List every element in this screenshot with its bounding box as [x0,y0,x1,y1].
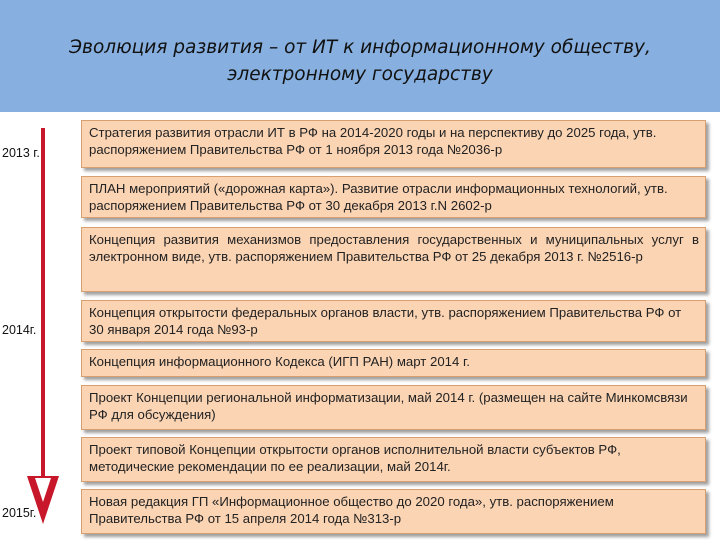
year-label-2013: 2013 г. [2,146,40,160]
timeline-line [41,128,45,480]
year-label-2015: 2015г. [2,506,37,520]
page-title [40,34,680,88]
timeline-card: Проект типовой Концепции открытости органов исполнительной власти субъектов РФ, методические рекомендации по ее реализации, май 2014г. [81,437,706,482]
timeline-card: Новая редакция ГП «Информационное общество до 2020 года», утв. распоряжением Правительства РФ от 15 апреля 2014 года №313-р [81,489,706,534]
page-title-line-2: электронному государству [227,64,493,85]
timeline-arrow-notch [35,478,51,502]
timeline-card: Проект Концепции региональной информатизации, май 2014 г. (размещен на сайте Минкомсвязи РФ для обсуждения) [81,385,706,430]
year-label-2014: 2014г. [2,323,37,337]
timeline-card: Концепция развития механизмов предоставления государственных и муниципальных услуг в электронном виде, утв. распоряжением Правительства РФ от 25 декабря 2013 г. №2516-р [81,227,706,292]
page-title-line-1: Эволюция развития – от ИТ к информационному обществу, [69,37,651,58]
timeline-card: Концепция информационного Кодекса (ИГП РАН) март 2014 г. [81,349,706,377]
header-banner [0,0,720,112]
timeline-card: Концепция открытости федеральных органов власти, утв. распоряжением Правительства РФ от 30 января 2014 года №93-р [81,300,706,342]
timeline-card: Стратегия развития отрасли ИТ в РФ на 2014-2020 годы и на перспективу до 2025 года, утв. распоряжением Правительства РФ от 1 ноября 2013 года №2036-р [81,120,706,168]
timeline-card: ПЛАН мероприятий («дорожная карта»). Развитие отрасли информационных технологий, утв. распоряжением Правительства РФ от 30 декабря 2013 г.N 2602-р [81,176,706,218]
